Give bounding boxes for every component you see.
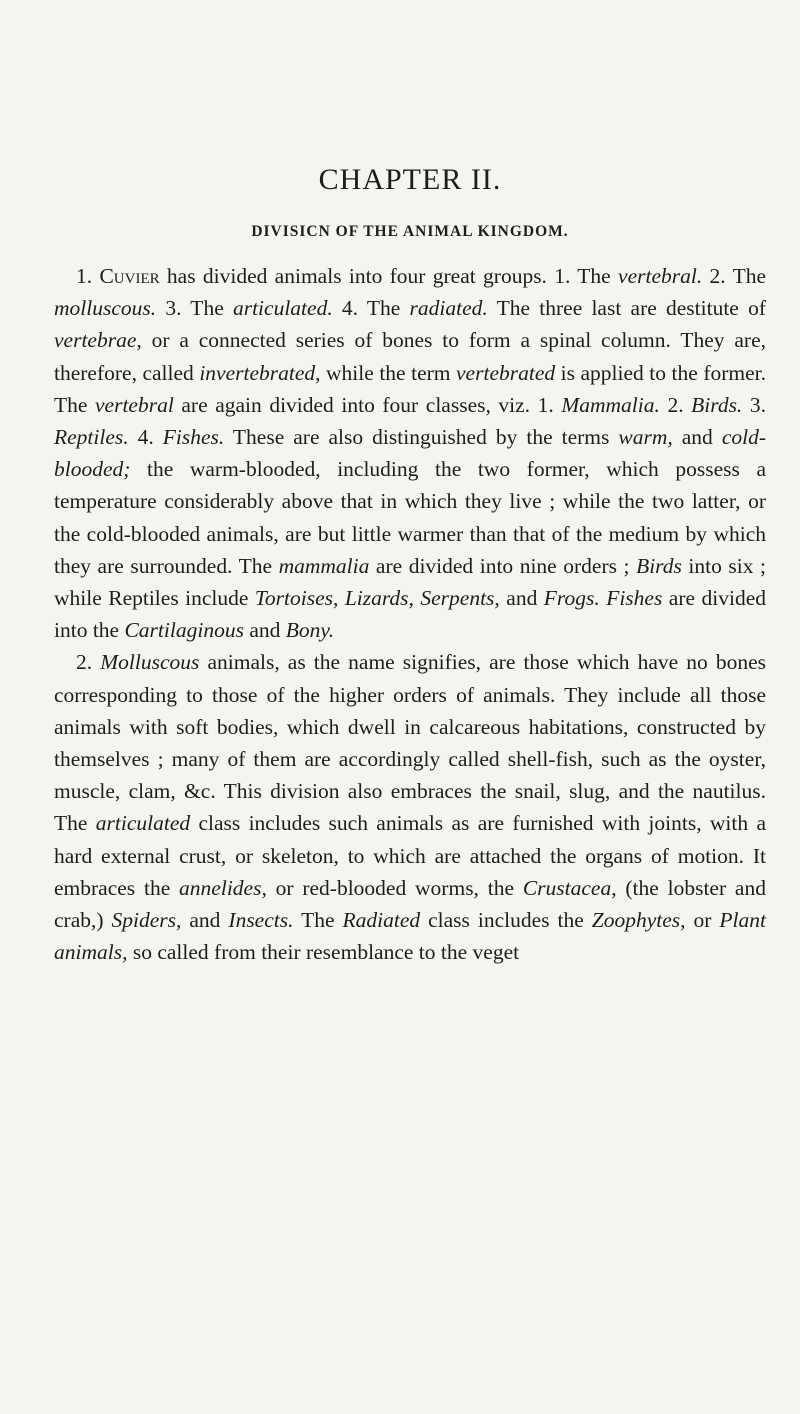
italic-run: Bony. bbox=[285, 618, 335, 643]
text-run: or bbox=[685, 908, 720, 933]
italic-run: Fishes bbox=[606, 586, 663, 611]
text-run: animals, as the name signifies, are those which have no bones corresponding to those of the higher orders of animals. They include all those animals with soft bodies, which dwell in calcareous habitations, constructed by themselves ; many of them are accordingly called shell-fish, such as the oyster, muscle, clam, &c. This division also embraces the snail, slug, and the nautilus. The bbox=[54, 650, 766, 836]
text-run: (the lobster and crab,) bbox=[54, 875, 766, 933]
text-run: while the term bbox=[320, 360, 457, 385]
text-run: 1. bbox=[76, 264, 100, 288]
text-run: 4. bbox=[128, 425, 163, 450]
italic-run: annelides, bbox=[179, 875, 267, 900]
text-run: 3. The bbox=[156, 296, 233, 321]
paragraph bbox=[54, 646, 766, 968]
italic-run: Radiated bbox=[342, 908, 421, 933]
text-run: or a connected series of bones to form a spinal column. They are, therefore, called bbox=[54, 328, 766, 385]
italic-run: Birds. bbox=[691, 392, 743, 417]
italic-run: Fishes. bbox=[162, 425, 225, 450]
book-page bbox=[54, 162, 766, 968]
text-run: are divided into nine orders ; bbox=[369, 553, 637, 578]
text-run: are again divided into four classes, viz. 1. bbox=[173, 392, 562, 417]
text-run: and bbox=[499, 586, 544, 611]
italic-run: molluscous. bbox=[54, 296, 157, 321]
text-run: the warm-blooded, including the two former, which possess a temperature considerably above that in which they live ; while the two latter, or the cold-blooded animals, are but little warmer than that of the medium by which they are surrounded. The bbox=[54, 457, 766, 578]
text-run: has divided animals into four great groups. 1. The bbox=[159, 264, 619, 288]
italic-run: cold-blooded; bbox=[54, 425, 766, 482]
chapter-title: CHAPTER II. bbox=[318, 163, 502, 196]
italic-run: Tortoises, Lizards, Serpents, bbox=[254, 586, 500, 611]
text-run: and bbox=[672, 425, 722, 450]
italic-run: vertebral. bbox=[618, 264, 703, 288]
italic-run: Molluscous bbox=[100, 650, 200, 675]
text-run: and bbox=[181, 908, 229, 933]
text-run: so called from their resemblance to the veget bbox=[127, 940, 520, 965]
italic-run: articulated bbox=[95, 811, 191, 836]
text-run: class includes such animals as are furnished with joints, with a hard external crust, or skeleton, to which are attached the organs of motion. It embraces the bbox=[54, 811, 766, 900]
text-run: 2. bbox=[659, 392, 692, 417]
text-run: are divided into the bbox=[54, 586, 767, 643]
italic-run: articulated. bbox=[232, 296, 333, 321]
body-text bbox=[54, 260, 766, 968]
italic-run: vertebrae, bbox=[54, 328, 142, 353]
text-run: and bbox=[243, 618, 286, 643]
italic-run: vertebral bbox=[95, 392, 174, 417]
section-heading: DIVISICN OF THE ANIMAL KINGDOM. bbox=[251, 223, 569, 240]
text-run: 3. bbox=[742, 392, 767, 417]
text-run: class includes the bbox=[420, 908, 592, 933]
italic-run: Reptiles. bbox=[54, 425, 129, 450]
text-run: These are also distinguished by the terms bbox=[224, 425, 619, 450]
italic-run: Plant animals, bbox=[54, 908, 766, 965]
italic-run: Cartilaginous bbox=[124, 618, 244, 643]
italic-run: vertebrated bbox=[456, 360, 556, 385]
italic-run: radiated. bbox=[409, 296, 488, 321]
text-run: is applied to the former. The bbox=[54, 360, 766, 417]
italic-run: Crustacea, bbox=[522, 875, 617, 900]
paragraph bbox=[54, 260, 766, 646]
italic-run: warm, bbox=[618, 425, 673, 450]
text-run: The three last are destitute of bbox=[487, 296, 766, 321]
italic-run: invertebrated, bbox=[199, 360, 321, 385]
smallcaps-run: Cuvier bbox=[99, 264, 160, 288]
italic-run: mammalia bbox=[278, 553, 370, 578]
text-run: into six ; while Reptiles include bbox=[54, 553, 766, 611]
italic-run: Birds bbox=[636, 553, 682, 578]
text-run: or red-blooded worms, the bbox=[266, 875, 523, 900]
text-run: 2. bbox=[76, 650, 101, 675]
text-run: The bbox=[293, 908, 343, 933]
italic-run: Insects. bbox=[228, 908, 294, 933]
italic-run: Mammalia. bbox=[561, 392, 660, 417]
italic-run: Frogs. bbox=[543, 586, 600, 611]
italic-run: Zoophytes, bbox=[591, 908, 686, 933]
text-run: 4. The bbox=[332, 296, 410, 321]
text-run: 2. The bbox=[702, 264, 766, 288]
italic-run: Spiders, bbox=[111, 908, 182, 933]
